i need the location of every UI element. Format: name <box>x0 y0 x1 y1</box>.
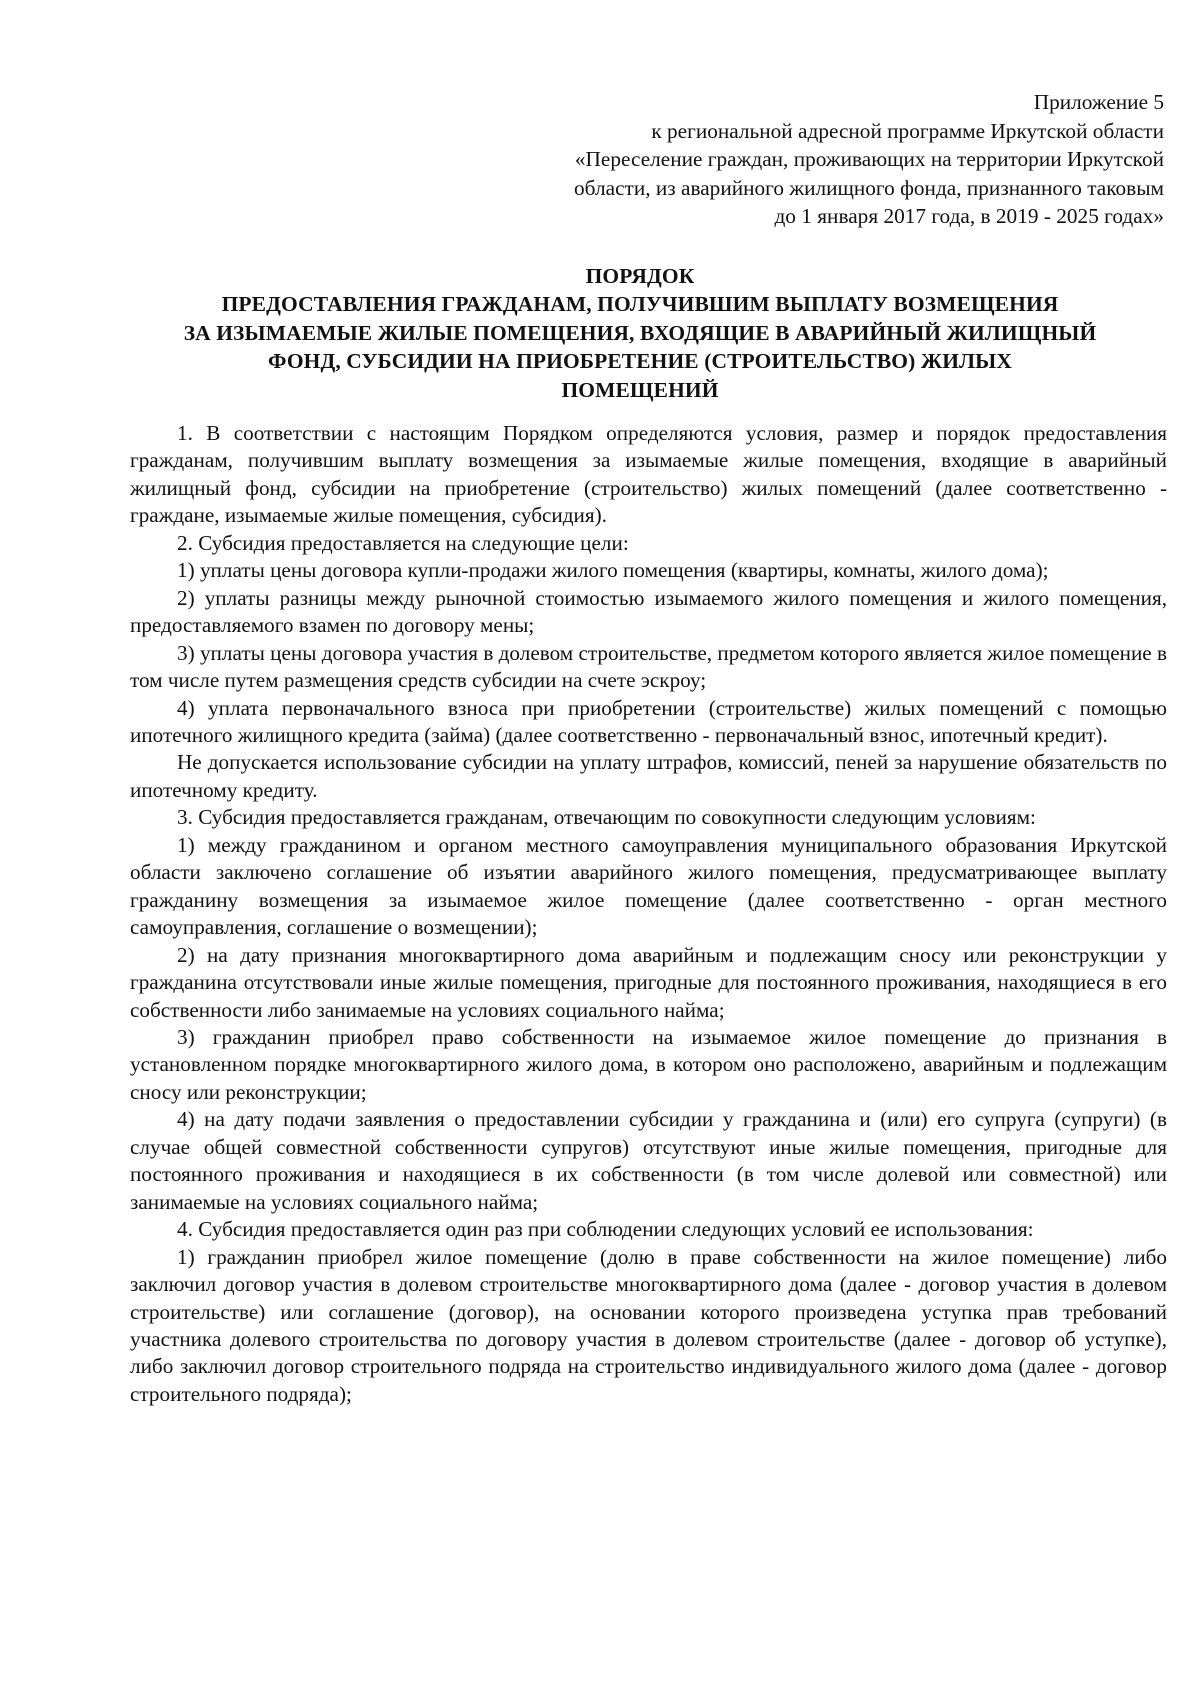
paragraph: 4) на дату подачи заявления о предоставлении субсидии у гражданина и (или) его супруга (супруги) (в случае общей совместной собственности супругов) отсутствуют иные жилые помещения, пригодные для постоянного проживания и находящиеся в их собственности (в том числе долевой или совместной) или занимаемые на условиях социального найма; <box>130 1107 1167 1214</box>
paragraph: 3) гражданин приобрел право собственности на изымаемое жилое помещение до признания в установленном порядке многоквартирного жилого дома, в котором оно расположено, аварийным и подлежащим сносу или реконструкции; <box>130 1024 1167 1104</box>
paragraph: 2) уплаты разницы между рыночной стоимостью изымаемого жилого помещения и жилого помещения, предоставляемого взамен по договору мены; <box>130 585 1167 638</box>
document-title <box>120 262 1160 404</box>
appendix-header <box>404 88 1164 231</box>
paragraph: 1. В соответствии с настоящим Порядком определяются условия, размер и порядок предоставления гражданам, получившим выплату возмещения за изымаемые жилые помещения, входящие в аварийный жилищный фонд, субсидии на приобретение (строительство) жилых помещений (далее соответственно - граждане, изымаемые жилые помещения, субсидия). <box>130 421 1167 528</box>
paragraph: Не допускается использование субсидии на уплату штрафов, комиссий, пеней за нарушение обязательств по ипотечному кредиту. <box>130 750 1167 802</box>
title-line: ПРЕДОСТАВЛЕНИЯ ГРАЖДАНАМ, ПОЛУЧИВШИМ ВЫПЛАТУ ВОЗМЕЩЕНИЯ <box>221 292 1059 317</box>
title-line: ЗА ИЗЫМАЕМЫЕ ЖИЛЫЕ ПОМЕЩЕНИЯ, ВХОДЯЩИЕ В АВАРИЙНЫЙ ЖИЛИЩНЫЙ <box>183 320 1097 345</box>
document-body <box>130 420 1167 1408</box>
appendix-line: до 1 января 2017 года, в 2019 - 2025 годах» <box>774 204 1164 229</box>
appendix-line: области, из аварийного жилищного фонда, признанного таковым <box>574 175 1164 200</box>
title-line: ПОРЯДОК <box>585 264 695 288</box>
paragraph: 1) гражданин приобрел жилое помещение (долю в праве собственности на жилое помещение) либо заключил договор участия в долевом строительстве многоквартирного дома (далее - договор участия в долевом строительстве) или соглашение (договор), на основании которого произведена уступка прав требований участника долевого строительства по договору участия в долевом строительстве (далее - договор об уступке), либо заключил договор строительного подряда на строительство индивидуального жилого дома (далее - договор строительного подряда); <box>130 1244 1167 1406</box>
appendix-line: «Переселение граждан, проживающих на территории Иркутской <box>574 147 1164 172</box>
paragraph: 1) между гражданином и органом местного самоуправления муниципального образования Иркутской области заключено соглашение об изъятии аварийного жилого помещения, предусматривающее выплату гражданину возмещения за изымаемое жилое помещение (далее соответственно - орган местного самоуправления, соглашение о возмещении); <box>130 832 1167 940</box>
title-line: ПОМЕЩЕНИЙ <box>561 377 719 402</box>
paragraph: 3. Субсидия предоставляется гражданам, отвечающим по совокупности следующим условиям: <box>177 805 1036 830</box>
paragraph: 2. Субсидия предоставляется на следующие цели: <box>177 530 629 555</box>
title-line: ФОНД, СУБСИДИИ НА ПРИОБРЕТЕНИЕ (СТРОИТЕЛЬСТВО) ЖИЛЫХ <box>267 349 1012 374</box>
paragraph: 3) уплаты цены договора участия в долевом строительстве, предметом которого является жилое помещение в том числе путем размещения средств субсидии на счете эскроу; <box>130 640 1167 693</box>
appendix-line: Приложение 5 <box>1033 90 1164 114</box>
paragraph: 4. Субсидия предоставляется один раз при соблюдении следующих условий ее использования: <box>177 1217 1034 1242</box>
appendix-line: к региональной адресной программе Иркутской области <box>651 118 1164 143</box>
paragraph: 1) уплаты цены договора купли-продажи жилого помещения (квартиры, комнаты, жилого дома); <box>177 558 1049 583</box>
paragraph: 4) уплата первоначального взноса при приобретении (строительстве) жилых помещений с помощью ипотечного жилищного кредита (займа) (далее соответственно - первоначальный взнос, ипотечный кредит). <box>130 695 1167 747</box>
paragraph: 2) на дату признания многоквартирного дома аварийным и подлежащим сносу или реконструкции у гражданина отсутствовали иные жилые помещения, пригодные для постоянного проживания, находящиеся в его собственности либо занимаемые на условиях социального найма; <box>130 942 1167 1022</box>
